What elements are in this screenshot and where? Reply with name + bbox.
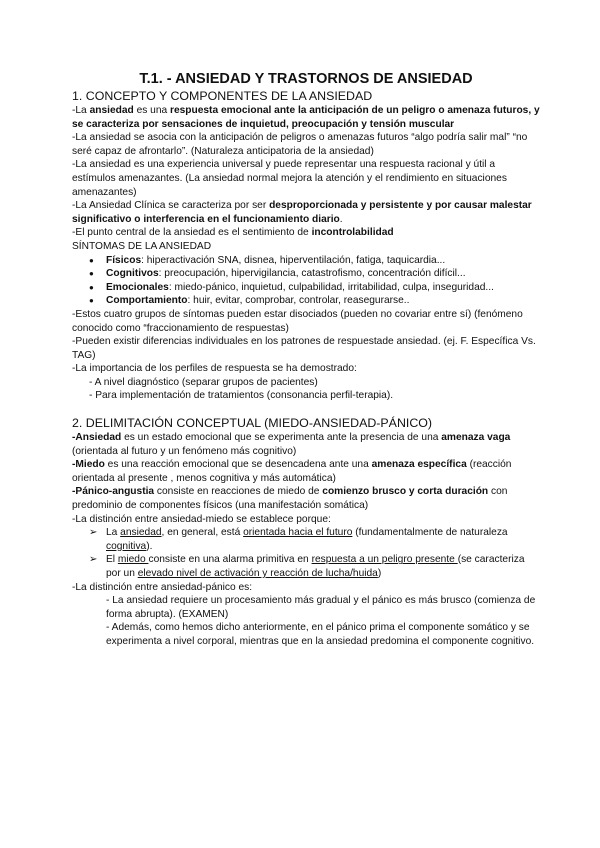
symptoms-list [72,254,540,308]
section-1-heading: 1. CONCEPTO Y COMPONENTES DE LA ANSIEDAD [72,89,373,103]
paragraph: -Estos cuatro grupos de síntomas pueden estar disociados (pueden no covariar entre sí) (fenómeno conocido como “fraccionamiento de respuestas) [72,308,523,334]
list-item: - A nivel diagnóstico (separar grupos de pacientes) [89,376,318,388]
paragraph: -La Ansiedad Clínica se caracteriza por ser desproporcionada y persistente y por causar malestar significativo o interferencia en el funcionamiento diario. [72,200,532,225]
paragraph: -La distinción entre ansiedad-miedo se establece porque: [72,513,331,525]
list-item: ● Comportamiento: huir, evitar, comprobar, controlar, reasegurarse.. [89,294,540,308]
paragraph: -Pánico-angustia consiste en reacciones de miedo de comienzo brusco y corta duración con predominio de componentes físicos (una manifestación somática) [72,486,508,512]
paragraph: -La distinción entre ansiedad-pánico es: [72,581,253,593]
document-page [72,70,540,649]
paragraph: -Pueden existir diferencias individuales en los patrones de respuestade ansiedad. (ej. F. Específica Vs. TAG) [72,336,536,361]
list-item: ● Emocionales: miedo-pánico, inquietud, culpabilidad, irritabilidad, culpa, inseguridad... [89,281,540,295]
list-item: ➢ El miedo consiste en una alarma primitiva en respuesta a un peligro presente (se caracteriza por un elevado nivel de activación y reacción de lucha/huida) [89,553,540,580]
list-item: ● Cognitivos: preocupación, hipervigilancia, catastrofismo, concentración difícil... [89,267,540,281]
dash-list [72,376,540,403]
paragraph: -Miedo es una reacción emocional que se desencadena ante una amenaza específica (reacción orientada al presente , menos cognitiva y más automática) [72,459,512,484]
paragraph: -La importancia de los perfiles de respuesta se ha demostrado: [72,363,357,375]
arrow-list [72,526,540,580]
document-title: T.1. - ANSIEDAD Y TRASTORNOS DE ANSIEDAD [139,71,473,87]
paragraph: -La ansiedad es una respuesta emocional ante la anticipación de un peligro o amenaza futuros, y se caracteriza por sensaciones de inquietud, preocupación y tensión muscular [72,105,540,130]
list-item: ● Físicos: hiperactivación SNA, disnea, hiperventilación, fatiga, taquicardia... [89,254,540,268]
paragraph: -La ansiedad es una experiencia universal y puede representar una respuesta racional y útil a estímulos amenazantes. (La ansiedad normal mejora la atención y el rendimiento en situaciones amenazantes) [72,159,507,198]
paragraph: -El punto central de la ansiedad es el sentimiento de incontrolabilidad [72,227,394,239]
paragraph: - La ansiedad requiere un procesamiento más gradual y el pánico es más brusco (comienza de forma abrupta). (EXAMEN) [106,595,536,620]
section-2-heading: 2. DELIMITACIÓN CONCEPTUAL (MIEDO-ANSIEDAD-PÁNICO) [72,416,433,431]
paragraph: -La ansiedad se asocia con la anticipación de peligros o amenazas futuros “algo podría salir mal” “no seré capaz de afrontarlo”. (Naturaleza anticipatoria de la ansiedad) [72,132,528,157]
symptoms-heading: SÍNTOMAS DE LA ANSIEDAD [72,240,212,252]
list-item: - Para implementación de tratamientos (consonancia perfil-terapia). [89,390,394,402]
list-item: ➢ La ansiedad, en general, está orientada hacia el futuro (fundamentalmente de naturaleza cognitiva). [89,526,540,553]
paragraph: - Además, como hemos dicho anteriormente, en el pánico prima el componente somático y se experimenta a nivel corporal, mientras que en la ansiedad predomina el componente cognitivo. [106,622,535,647]
paragraph: -Ansiedad es un estado emocional que se experimenta ante la presencia de una amenaza vaga (orientada al futuro y un fenómeno más cognitivo) [72,432,511,457]
